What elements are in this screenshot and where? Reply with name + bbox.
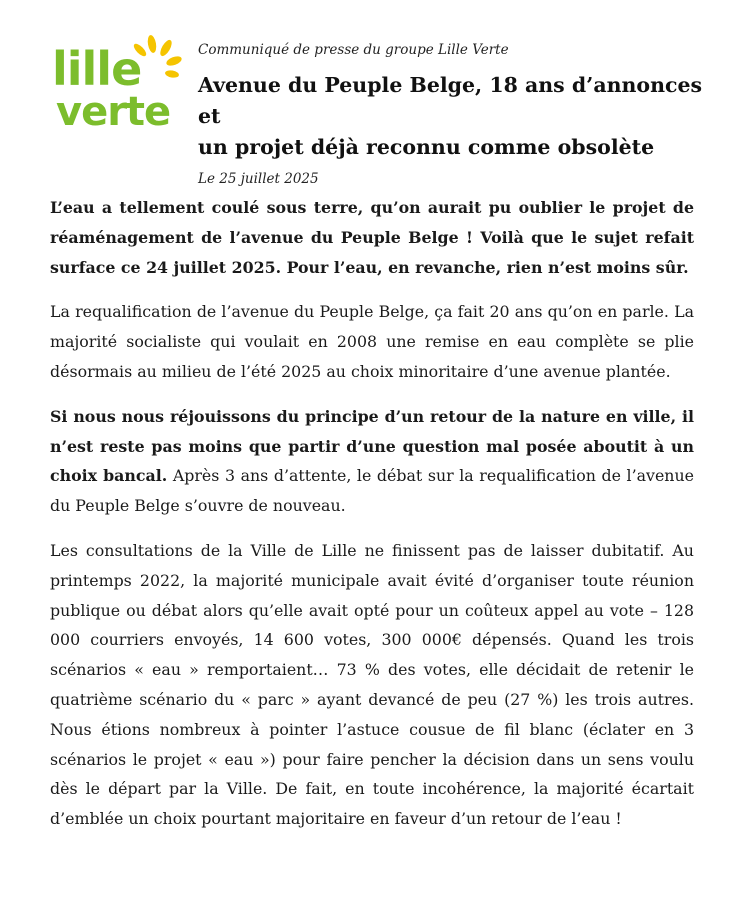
press-header — [198, 42, 718, 187]
paragraph-2-rest: Après 3 ans d’attente, le débat sur la requalification de l’avenue du Peuple Belge s’ouvre de nouveau. — [50, 466, 694, 516]
title-line-1: Avenue du Peuple Belge, 18 ans d’annonces et — [198, 73, 703, 128]
press-kicker: Communiqué de presse du groupe Lille Verte — [198, 42, 509, 58]
article-body — [50, 193, 694, 849]
press-date: Le 25 juillet 2025 — [198, 171, 319, 187]
paragraph-2 — [50, 402, 694, 521]
paragraph-3: Les consultations de la Ville de Lille ne finissent pas de laisser dubitatif. Au printemps 2022, la majorité municipale avait évité d’organiser toute réunion publique ou débat alors qu’elle avait opté pour un coûteux appel au vote – 128 000 courriers envoyés, 14 600 votes, 300 000€ dépensés. Quand les trois scénarios « eau » remportaient… 73 % des votes, elle décidait de retenir le quatrième scénario du « parc » ayant devancé de peu (27 %) les trois autres. Nous étions nombreux à pointer l’astuce cousue de fil blanc (éclater en 3 scénarios le projet « eau ») pour faire pencher la décision dans un sens voulu dès le départ par la Ville. De fait, en toute incohérence, la majorité écartait d’emblée un choix pourtant majoritaire en faveur d’un retour de l’eau ! — [50, 540, 694, 829]
logo-text-lille: lille — [52, 42, 142, 96]
paragraph-1: La requalification de l’avenue du Peuple Belge, ça fait 20 ans qu’on en parle. La majorité socialiste qui voulait en 2008 une remise en eau complète se plie désormais au milieu de l’été 2025 au choix minoritaire d’une avenue plantée. — [50, 302, 694, 381]
page-title — [198, 70, 718, 163]
title-line-2: un projet déjà reconnu comme obsolète — [198, 135, 655, 159]
paragraph-2-bold: Si nous nous réjouissons du principe d’un retour de la nature en ville, il n’est reste pas moins que partir d’une question mal posée aboutit à un choix bancal. — [50, 406, 694, 486]
lead-paragraph: L’eau a tellement coulé sous terre, qu’on aurait pu oublier le projet de réaménagement de l’avenue du Peuple Belge ! Voilà que le sujet refait surface ce 24 juillet 2025. Pour l’eau, en revanche, rien n’est moins sûr. — [50, 198, 694, 277]
lille-verte-logo — [52, 34, 182, 144]
logo-text-verte: verte — [56, 89, 171, 135]
